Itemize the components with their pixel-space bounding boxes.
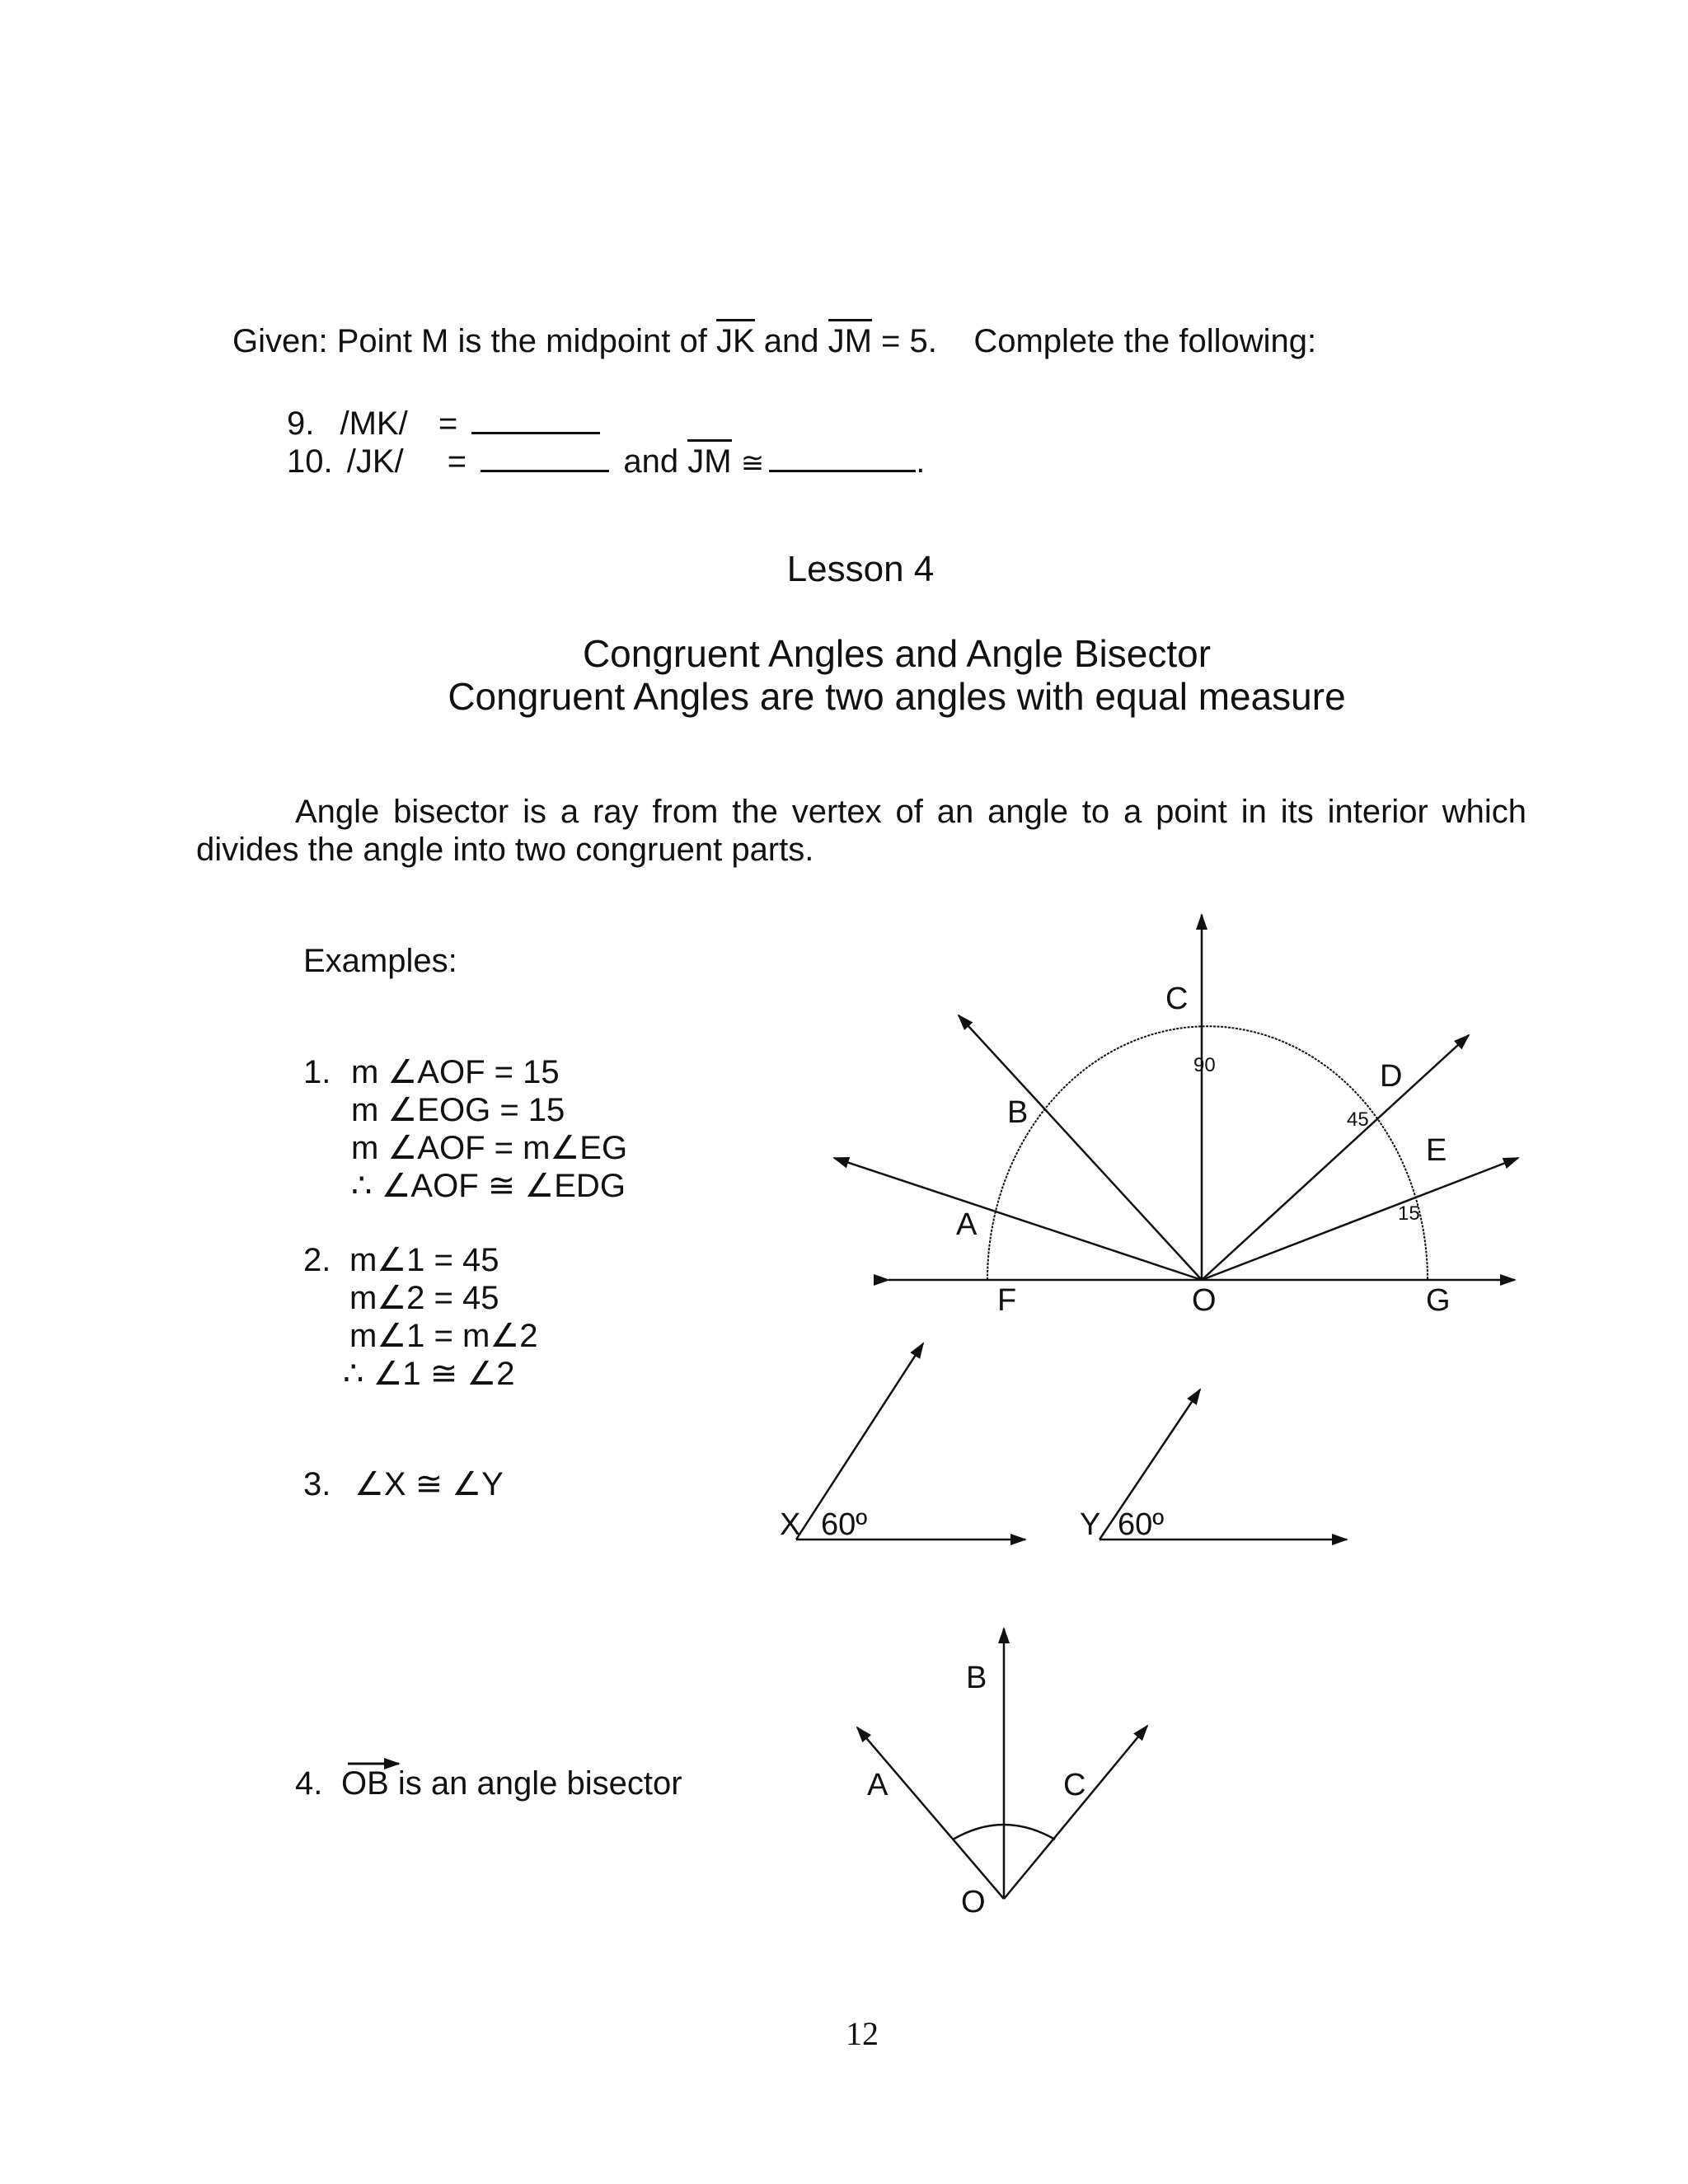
bisector-label-a: A: [867, 1768, 889, 1802]
bisector-label-b: B: [966, 1661, 987, 1695]
example-4-number: 4.: [295, 1765, 323, 1802]
given-prefix: Given: Point M is the midpoint of: [232, 323, 716, 359]
example-1-line-3: m ∠AOF = m∠EG: [351, 1130, 628, 1166]
given-suffix: = 5. Complete the following:: [871, 323, 1317, 359]
ray-ob-label: OB: [341, 1765, 389, 1802]
question-10-expression: /JK/: [346, 443, 404, 480]
label-o: O: [1192, 1283, 1217, 1318]
bisector-label-c: C: [1063, 1768, 1086, 1802]
bisector-ray-oc: [1004, 1726, 1147, 1899]
question-9-equals: =: [438, 405, 458, 442]
example-3-number: 3.: [303, 1466, 331, 1502]
angle-y-measure: 60º: [1118, 1507, 1165, 1542]
example-2-number: 2.: [303, 1242, 331, 1278]
bisector-diagram: [857, 1629, 1147, 1899]
label-c: C: [1165, 982, 1189, 1016]
example-2-line-4: ∴ ∠1 ≅ ∠2: [343, 1356, 515, 1392]
congruent-symbol: ≅: [740, 448, 765, 479]
given-mid: and: [754, 323, 828, 359]
segment-jm: JM: [828, 319, 872, 359]
segment-jk: JK: [716, 319, 755, 359]
question-9-number: 9.: [287, 405, 315, 442]
segment-jm-2: JM: [687, 439, 731, 480]
example-2-line-1: m∠1 = 45: [349, 1242, 499, 1278]
lesson-title: Lesson 4: [786, 549, 935, 589]
example-1-line-4: ∴ ∠AOF ≅ ∠EDG: [351, 1168, 626, 1204]
angle-x-measure: 60º: [821, 1507, 868, 1542]
example-1-number: 1.: [303, 1054, 331, 1090]
definition-text: Angle bisector is a ray from the vertex of an angle to a point in its interior which divides the angle into two congruent parts.: [196, 794, 1526, 868]
label-f: F: [997, 1283, 1017, 1318]
bisector-ray-oa: [857, 1727, 1004, 1899]
example-1-line-1: m ∠AOF = 15: [351, 1054, 560, 1090]
question-10-and: and: [623, 443, 679, 480]
label-e: E: [1426, 1133, 1447, 1168]
label-x: X: [780, 1507, 801, 1542]
label-g: G: [1426, 1283, 1451, 1318]
lesson-subtitle-2: Congruent Angles are two angles with equal measure: [448, 675, 1346, 718]
example-2-line-2: m∠2 = 45: [349, 1280, 499, 1316]
label-d: D: [1380, 1059, 1403, 1094]
example-3-text: ∠X ≅ ∠Y: [354, 1466, 504, 1502]
question-10-equals: =: [447, 443, 467, 480]
lesson-subtitle-1: Congruent Angles and Angle Bisector: [582, 632, 1212, 675]
protractor-diagram: [834, 915, 1518, 1280]
example-2-line-3: m∠1 = m∠2: [349, 1318, 538, 1354]
question-9-expression: /MK/: [340, 405, 408, 442]
example-4-text: is an angle bisector: [388, 1765, 682, 1802]
page-number: 12: [846, 2015, 879, 2052]
ray-oe: [1202, 1158, 1518, 1280]
bisector-label-o: O: [961, 1885, 986, 1919]
example-1-line-2: m ∠EOG = 15: [351, 1092, 565, 1128]
mark-90: 90: [1193, 1054, 1216, 1076]
mark-45: 45: [1347, 1108, 1369, 1131]
examples-label: Examples:: [303, 943, 457, 979]
label-y: Y: [1080, 1507, 1101, 1542]
label-b: B: [1007, 1095, 1029, 1130]
mark-15: 15: [1398, 1202, 1420, 1225]
question-10-number: 10.: [287, 443, 333, 480]
question-10-period: .: [916, 443, 926, 480]
label-a: A: [956, 1207, 978, 1242]
